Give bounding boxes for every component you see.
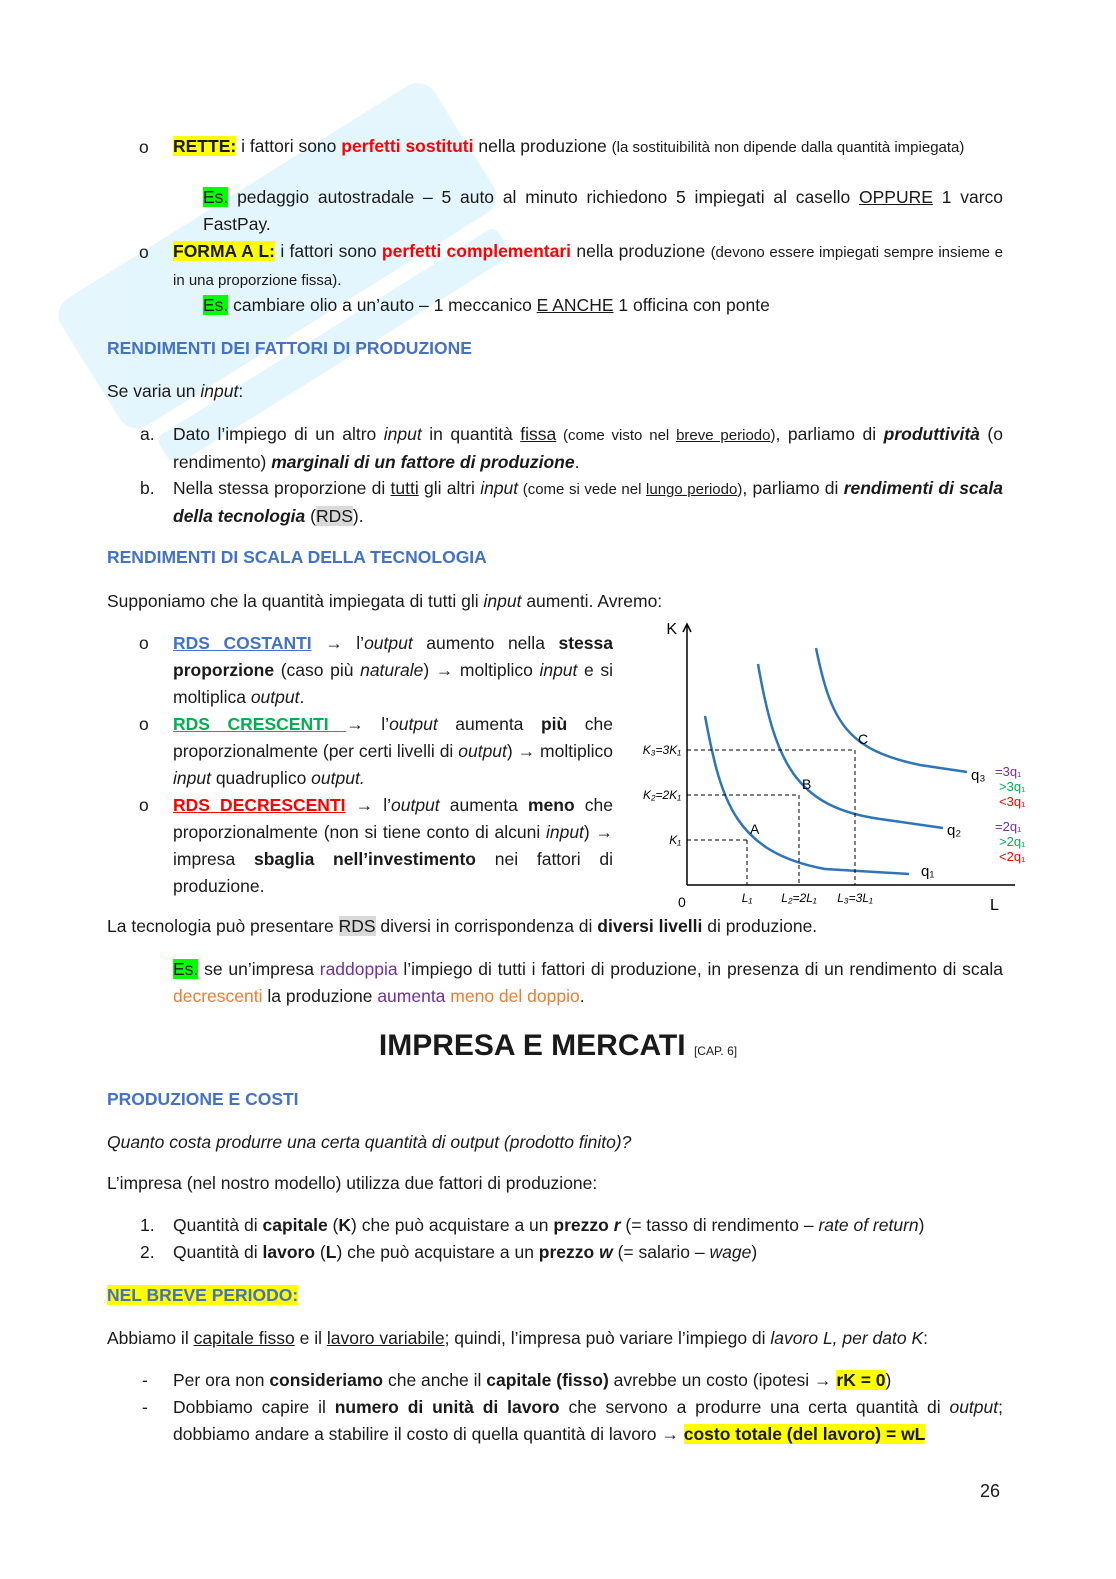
d2a: Dobbiamo capire il [173,1397,335,1417]
decrescenti-t4: ) → impresa [173,822,613,869]
costanti-i3: input [539,660,578,680]
b-small-underline: lungo periodo [646,481,738,498]
ab4: : [923,1328,929,1348]
a-text-2: in quantità [421,424,521,444]
origin-label: 0 [678,894,686,910]
decrescenti-t1: → l’ [345,795,391,815]
x-tick-1: L₁ [741,891,753,905]
crescenti-t2: aumenta [437,714,541,734]
l2j: ) [751,1242,758,1262]
rendimenti-item-b [173,475,1003,530]
dash-item-2 [173,1394,1003,1448]
isoquant-note-3-2: >3q₁ [999,779,1026,794]
ab-italic: lavoro L, per dato K [770,1328,924,1348]
es-t5: . [579,986,585,1006]
impresa-intro: L’impresa (nel nostro modello) utilizza due fattori di produzione: [107,1173,598,1193]
forma-label: FORMA A L: [173,241,276,261]
l2f: prezzo [538,1242,600,1262]
rette-key: perfetti sostituti [341,136,474,156]
forma-example [203,292,1003,319]
scala-intro-text-2: aumenti. Avremo: [521,591,663,611]
d1e: avrebbe un costo (ipotesi → [608,1370,837,1390]
isoquant-note-3-3: <3q₁ [999,794,1026,809]
tech-bold: diversi livelli [597,916,703,936]
forma-example-text: cambiare olio a un’auto – 1 meccanico [228,295,537,315]
l1a: Quantità di [173,1215,263,1235]
section-title [0,1026,1116,1071]
isoquant-note-2-3: <2q₁ [999,849,1026,864]
l2h: (= salario – [612,1242,710,1262]
ab3: ; quindi, l’impresa può variare l’impiego di [444,1328,771,1348]
b-text-1: Nella stessa proporzione di [173,478,391,498]
rette-example-text-2: 1 varco FastPay. [203,187,1004,234]
x-axis-label: L [990,897,999,914]
intro-colon: : [238,381,244,401]
list-item-capitale [173,1212,1003,1239]
tech-t2: diversi in corrispondenza di [375,916,598,936]
rette-example-underline: OPPURE [859,187,933,207]
b-underline: tutti [390,478,419,498]
costanti-i4: output [250,687,300,707]
es-t1: se un’impresa [198,959,320,979]
scala-es-label: Es. [173,959,199,979]
l1c: ( [327,1215,339,1235]
forma-example-underline: E ANCHE [536,295,614,315]
d2b: numero di unità di lavoro [334,1397,560,1417]
heading-rendimenti-scala: RENDIMENTI DI SCALA DELLA TECNOLOGIA [107,547,487,567]
b-rds-highlight: RDS [315,506,353,526]
a-bold-italic-1: produttività [883,424,980,444]
rette-text: i fattori sono [236,136,342,156]
forma-item [173,238,1003,294]
a-text-5: . [574,452,580,472]
costanti-bold: stessa proporzione [173,633,613,680]
costanti-t2: aumento nella [412,633,559,653]
breve-periodo-label: NEL BREVE PERIODO: [107,1285,299,1305]
a-small-1: (come visto nel [556,427,677,444]
bullet-2: 2. [140,1242,155,1262]
b-text-5: ). [352,506,364,526]
bullet-1: 1. [140,1215,155,1235]
l2c: ( [315,1242,326,1262]
isoquant-note-2-1: =2q₁ [995,819,1022,834]
isoquant-note-2-2: >2q₁ [999,834,1026,849]
costanti-i1: output [364,633,413,653]
l2g: w [599,1242,613,1262]
d1g: ) [885,1370,892,1390]
b-small-1: (come si vede nel [518,481,647,498]
bullet-forma: o [139,242,149,262]
point-label-C: C [858,731,869,747]
d2f-highlight: costo totale (del lavoro) = wL [683,1424,926,1444]
decrescenti-t5: nei fattori di produzione. [173,849,613,896]
tecnologia-sentence [107,913,817,940]
list-item-lavoro [173,1239,1003,1266]
rette-label: RETTE: [173,136,237,156]
rds-decrescenti-link[interactable]: RDS DECRESCENTI [173,795,346,815]
x-tick-2: L₂=2L₁ [781,891,817,905]
a-text-3: , parliamo di [775,424,884,444]
d2d: output [949,1397,999,1417]
capitale-fisso-sentence [107,1325,1007,1352]
decrescenti-i2: input [545,822,584,842]
rds-costanti-link[interactable]: RDS COSTANTI [173,633,312,653]
ab-u2: lavoro variabile [326,1328,445,1348]
costanti-t1: → l’ [311,633,365,653]
decrescenti-bold-2: sbaglia nell’investimento [254,849,476,869]
chapter-ref: [CAP. 6] [693,1044,738,1058]
scala-example [173,956,1003,1010]
point-label-A: A [750,821,760,837]
decrescenti-i1: output [391,795,440,815]
tech-t1: La tecnologia può presentare [107,916,339,936]
scala-intro [107,588,662,615]
b-text-2: gli altri [418,478,481,498]
bullet-dash-2: - [142,1397,148,1417]
b-bold-italic: rendimenti di scala della tecnologia [173,478,1003,526]
decrescenti-t3: che proporzionalmente (non si tiene conto di alcuni [173,795,613,842]
intro-italic: input [200,381,239,401]
costanti-t6: . [299,687,305,707]
section-title-text: IMPRESA E MERCATI [378,1029,686,1062]
b-text-3: , parliamo di [742,478,844,498]
crescenti-t1: → l’ [346,714,390,734]
rette-es-label: Es. [203,187,229,207]
forma-example-text-2: 1 officina con ponte [613,295,770,315]
b-text-4: ( [305,506,316,526]
rette-example-text: pedaggio autostradale – 5 auto al minuto richiedono 5 impiegati al casello [228,187,860,207]
bullet-a: a. [140,424,155,444]
bullet-costanti: o [139,633,149,653]
rette-example [203,184,1003,238]
a-text-1: Dato l’impiego di un altro [173,424,384,444]
d1c: che anche il [383,1370,487,1390]
costanti-i2: naturale [360,660,424,680]
scala-intro-italic: input [483,591,522,611]
isoquant-label-3: q₃ [971,767,986,784]
l2b: lavoro [262,1242,316,1262]
bullet-crescenti: o [139,714,149,734]
decrescenti-t2: aumenta [439,795,528,815]
ab-u1: capitale fisso [193,1328,295,1348]
rds-costanti-item [173,630,613,711]
d1f-highlight: rK = 0 [836,1370,886,1390]
isoquant-curve-3 [816,648,967,772]
intro-text: Se varia un [107,381,201,401]
ab2: e il [294,1328,327,1348]
isoquant-note-3-1: =3q₁ [995,764,1022,779]
rendimenti-item-a [173,421,1003,476]
forma-text-2: nella produzione [571,241,711,261]
tech-rds-highlight: RDS [338,916,376,936]
costanti-t3: (caso più [274,660,361,680]
rette-paren: (la sostituibilità non dipende dalla quantità impiegata) [611,139,965,156]
rds-decrescenti-item [173,792,613,900]
question: Quanto costa produrre una certa quantità di output (prodotto finito)? [107,1132,632,1152]
isoquant-label-2: q₂ [947,822,962,839]
heading-rendimenti-fattori: RENDIMENTI DEI FATTORI DI PRODUZIONE [107,338,472,358]
bullet-rette: o [139,137,149,157]
ab1: Abbiamo il [107,1328,194,1348]
isoquant-label-1: q₁ [921,863,935,880]
l2a: Quantità di [173,1242,263,1262]
d2c: che servono a produrre una certa quantità di [559,1397,950,1417]
rette-text-2: nella produzione [473,136,612,156]
l1g: r [613,1215,621,1235]
l1b: capitale [262,1215,328,1235]
es-t3: la produzione [262,986,378,1006]
crescenti-i3: input [173,768,211,788]
crescenti-i1: output [389,714,438,734]
a-small-underline: breve periodo [676,427,771,444]
costanti-t4: ) → moltiplico [423,660,540,680]
d1d: capitale (fisso) [486,1370,609,1390]
crescenti-t3: che proporzionalmente (per certi livelli di [173,714,614,761]
y-axis-label: K [666,621,677,638]
l1d: K [338,1215,352,1235]
l1h: (= tasso di rendimento – [620,1215,819,1235]
es-purple-1: raddoppia [319,959,398,979]
crescenti-t5: quadruplico [210,768,312,788]
forma-es-label: Es. [203,295,229,315]
l1f: prezzo [553,1215,614,1235]
y-tick-3: K₃=3K₁ [642,743,681,757]
d2e: ; dobbiamo andare a stabilire il costo di quella quantità di lavoro → [173,1397,1003,1444]
forma-key: perfetti complementari [381,241,572,261]
dash-item-1 [173,1367,1003,1394]
crescenti-bold: più [540,714,568,734]
rds-crescenti-link[interactable]: RDS CRESCENTI [173,714,347,734]
isoquant-curve-1 [705,716,909,874]
d1a: Per ora non [173,1370,270,1390]
rette-item [173,133,1003,161]
rendimenti-intro [107,378,243,405]
scala-intro-text: Supponiamo che la quantità impiegata di tutti gli [107,591,484,611]
l1j: ) [918,1215,925,1235]
l1e: ) che può acquistare a un [351,1215,554,1235]
l2d: L [325,1242,337,1262]
forma-paren: (devono essere impiegati sempre insieme e in una proporzione fissa). [173,244,1003,289]
crescenti-i2: output [458,741,507,761]
a-text-4: (o rendimento) [173,424,1003,472]
es-orange-2: meno del doppio [450,986,580,1006]
es-orange-1: decrescenti [173,986,263,1006]
a-underline: fissa [520,424,557,444]
a-small-2: ) [770,427,776,444]
rds-crescenti-item [173,711,613,792]
tech-t3: di produzione. [702,916,818,936]
d1b: consideriamo [269,1370,384,1390]
forma-text: i fattori sono [275,241,382,261]
heading-produzione-costi: PRODUZIONE E COSTI [107,1089,299,1109]
y-tick-1: K₁ [669,833,681,847]
page-number: 26 [980,1481,1001,1501]
y-tick-2: K₂=2K₁ [642,788,681,802]
isoquant-curve-2 [758,664,943,828]
crescenti-i4: output. [311,768,365,788]
crescenti-t4: ) → moltiplico [506,741,614,761]
l1i: rate of return [818,1215,919,1235]
b-italic: input [480,478,519,498]
l2i: wage [709,1242,752,1262]
x-tick-3: L₃=3L₁ [837,891,873,905]
es-t2: l’impiego di tutti i fattori di produzione, in presenza di un rendimento di scala [397,959,1003,979]
heading-breve-periodo [107,1282,298,1309]
bullet-dash-1: - [142,1370,148,1390]
decrescenti-bold-1: meno [527,795,575,815]
isoquant-chart [625,612,1045,917]
a-italic: input [383,424,422,444]
point-label-B: B [802,776,812,792]
bullet-b: b. [140,478,155,498]
bullet-decrescenti: o [139,795,149,815]
costanti-t5: e si moltiplica [173,660,613,707]
b-small-2: ) [737,481,743,498]
l2e: ) che può acquistare a un [336,1242,539,1262]
a-bold-italic-2: marginali di un fattore di produzione [271,452,575,472]
es-purple-2: aumenta [377,986,446,1006]
